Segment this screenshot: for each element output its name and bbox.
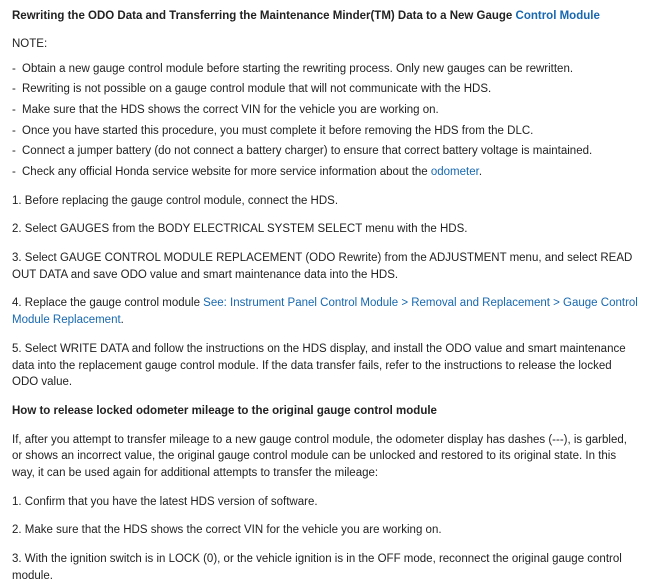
list-item: - Rewriting is not possible on a gauge control module that will not communicate with the HDS. bbox=[12, 81, 638, 98]
list-item-text: Check any official Honda service website for more service information about the bbox=[22, 166, 431, 179]
step-4 bbox=[12, 295, 638, 328]
note-list bbox=[12, 61, 638, 181]
step-1: 1. Before replacing the gauge control module, connect the HDS. bbox=[12, 194, 339, 207]
step-4-text: 4. Replace the gauge control module bbox=[12, 297, 204, 310]
page-title-text: Rewriting the ODO Data and Transferring the Maintenance Minder(TM) Data to a New Gauge bbox=[12, 10, 516, 22]
step-2: 2. Select GAUGES from the BODY ELECTRICAL SYSTEM SELECT menu with the HDS. bbox=[12, 223, 468, 236]
odometer-link[interactable]: odometer bbox=[430, 166, 479, 179]
release-step-2: 2. Make sure that the HDS shows the correct VIN for the vehicle you are working on. bbox=[12, 524, 442, 537]
section-intro: If, after you attempt to transfer mileage to a new gauge control module, the odometer display has dashes (---), is garbled, or shows an incorrect value, the original gauge control module can be unlocked and restored to its original state. In this way, it can be used again for additional attempts to transfer the mileage: bbox=[12, 433, 627, 479]
gauge-control-module-replacement-link[interactable]: See: Instrument Panel Control Module > Removal and Replacement > Gauge Control Module Replacement bbox=[12, 297, 638, 327]
list-item: - Make sure that the HDS shows the correct VIN for the vehicle you are working on. bbox=[12, 102, 638, 119]
list-item: - Obtain a new gauge control module before starting the rewriting process. Only new gauges can be rewritten. bbox=[12, 61, 638, 78]
page-title bbox=[12, 8, 638, 24]
list-item: - Connect a jumper battery (do not connect a battery charger) to ensure that correct battery voltage is maintained. bbox=[12, 143, 638, 160]
step-3: 3. Select GAUGE CONTROL MODULE REPLACEMENT (ODO Rewrite) from the ADJUSTMENT menu, and select READ OUT DATA and save ODO value and smart maintenance data into the HDS. bbox=[12, 252, 633, 281]
note-label: NOTE: bbox=[12, 38, 48, 51]
release-step-3: 3. With the ignition switch is in LOCK (0), or the vehicle ignition is in the OFF mode, reconnect the original gauge control module. bbox=[12, 552, 622, 582]
step-5: 5. Select WRITE DATA and follow the instructions on the HDS display, and install the ODO value and smart maintenance data into the replacement gauge control module. If the data transfer fails, refer to the instructions to release the locked ODO value. bbox=[12, 342, 626, 389]
list-item: - Once you have started this procedure, you must complete it before removing the HDS from the DLC. bbox=[12, 123, 638, 140]
list-item-odometer bbox=[12, 164, 638, 181]
section-heading: How to release locked odometer mileage to the original gauge control module bbox=[12, 404, 437, 417]
control-module-link[interactable]: Control Module bbox=[515, 10, 600, 22]
list-item-text-end: . bbox=[478, 166, 483, 179]
release-step-1: 1. Confirm that you have the latest HDS version of software. bbox=[12, 495, 318, 508]
step-4-text-end: . bbox=[120, 314, 124, 327]
